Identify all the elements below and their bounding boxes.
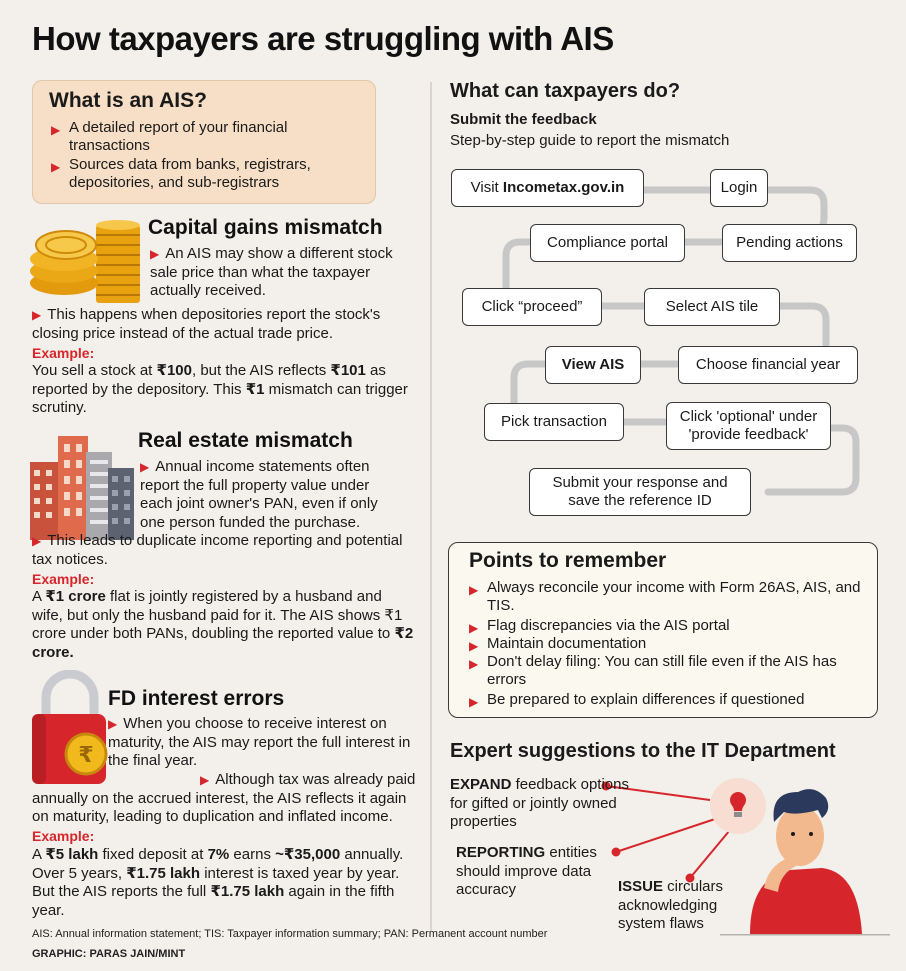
point-item: ▶ Maintain documentation: [469, 635, 647, 653]
step-choose-financial-year: Choose financial year: [678, 346, 858, 384]
triangle-bullet-icon: ▶: [51, 160, 61, 174]
triangle-bullet-icon: ▶: [469, 639, 479, 653]
real-estate-heading: Real estate mismatch: [138, 429, 353, 452]
fd-interest-heading: FD interest errors: [108, 687, 285, 710]
triangle-bullet-icon: ▶: [150, 247, 160, 261]
points-heading: Points to remember: [469, 549, 667, 572]
step-visit-site: Visit Incometax.gov.in: [451, 169, 644, 207]
triangle-bullet-icon: ▶: [200, 773, 210, 787]
graphic-credit: GRAPHIC: PARAS JAIN/MINT: [32, 948, 186, 960]
fd-interest-text-1: ▶ When you choose to receive interest on maturity, the AIS may report the full interest in the final year.: [108, 715, 411, 769]
fd-interest-text-2: ▶ Although tax was already paid annually on the accrued interest, the AIS reflects it again on maturity, leading to duplication and inflated income.: [32, 771, 416, 825]
step-submit-response: Submit your response and save the reference ID: [529, 468, 751, 516]
real-estate-example-label: Example:: [32, 571, 95, 587]
real-estate-example-text: A ₹1 crore flat is jointly registered by a husband and wife, but only the husband paid for it. The AIS shows ₹1 crore under both PANs, doubling the reported value to ₹2 crore.: [32, 588, 414, 661]
suggestion-reporting: REPORTING entities should improve data accuracy: [456, 844, 597, 898]
triangle-bullet-icon: ▶: [469, 621, 479, 635]
svg-text:₹: ₹: [78, 743, 94, 768]
triangle-bullet-icon: ▶: [51, 123, 61, 137]
ais-box-heading: What is an AIS?: [49, 89, 207, 112]
suggestion-issue: ISSUE circulars acknowledging system flaws: [618, 878, 724, 932]
capital-gains-heading: Capital gains mismatch: [148, 216, 383, 239]
page-title: How taxpayers are struggling with AIS: [32, 20, 614, 57]
triangle-bullet-icon: ▶: [32, 308, 42, 322]
padlock-icon: [30, 670, 112, 786]
fd-example-text: A ₹5 lakh fixed deposit at 7% earns ~₹35,000 annually. Over 5 years, ₹1.75 lakh interest is taxed year by year. But the AIS reports the full ₹1.75 lakh again in the fifth year.: [32, 846, 404, 919]
point-item: ▶ Always reconcile your income with Form 26AS, AIS, and TIS.: [469, 579, 861, 614]
real-estate-text-1: ▶ Annual income statements often report the full property value under each joint owner's PAN, even if only one person funded the purchase.: [140, 458, 378, 531]
capital-gains-text-1: ▶ An AIS may show a different stock sale price than what the taxpayer actually received.: [150, 245, 393, 299]
capital-example-label: Example:: [32, 345, 95, 361]
submit-feedback-subheading: Submit the feedback: [450, 111, 597, 128]
point-item: ▶ Flag discrepancies via the AIS portal: [469, 617, 730, 635]
step-click-optional: Click 'optional' under 'provide feedback': [666, 402, 831, 450]
point-item: ▶ Don't delay filing: You can still file even if the AIS has errors: [469, 653, 837, 688]
triangle-bullet-icon: ▶: [469, 583, 479, 597]
coins-icon: [26, 213, 146, 309]
ais-definition-box: [32, 80, 376, 204]
step-pending-actions: Pending actions: [722, 224, 857, 262]
capital-example-text: You sell a stock at ₹100, but the AIS reflects ₹101 as reported by the depository. This ₹1 mismatch can trigger scrutiny.: [32, 362, 408, 416]
what-can-taxpayers-do-heading: What can taxpayers do?: [450, 80, 681, 102]
step-guide-description: Step-by-step guide to report the mismatch: [450, 132, 730, 149]
column-divider: [430, 82, 432, 932]
point-item: ▶ Be prepared to explain differences if questioned: [469, 691, 805, 709]
points-to-remember-box: [448, 542, 878, 718]
step-compliance-portal: Compliance portal: [530, 224, 685, 262]
step-login: Login: [710, 169, 768, 207]
triangle-bullet-icon: ▶: [32, 534, 42, 548]
step-click-proceed: Click “proceed”: [462, 288, 602, 326]
fd-example-label: Example:: [32, 828, 95, 844]
triangle-bullet-icon: ▶: [140, 460, 150, 474]
suggestion-expand: EXPAND feedback options for gifted or jointly owned properties: [450, 776, 629, 830]
expert-suggestions-heading: Expert suggestions to the IT Department: [450, 740, 836, 762]
footnote: AIS: Annual information statement; TIS: Taxpayer information summary; PAN: Permanent account number: [32, 928, 548, 940]
triangle-bullet-icon: ▶: [469, 695, 479, 709]
capital-gains-text-2: ▶ This happens when depositories report the stock's closing price instead of the actual trade price.: [32, 306, 381, 342]
step-view-ais: View AIS: [545, 346, 641, 384]
ais-bullet-2: ▶ Sources data from banks, registrars, depositories, and sub-registrars: [51, 156, 311, 191]
flowchart-connectors: [440, 160, 906, 520]
step-pick-transaction: Pick transaction: [484, 403, 624, 441]
step-select-ais-tile: Select AIS tile: [644, 288, 780, 326]
real-estate-text-2: ▶ This leads to duplicate income reporting and potential tax notices.: [32, 532, 403, 568]
triangle-bullet-icon: ▶: [469, 657, 479, 671]
buildings-icon: [30, 432, 134, 540]
ais-bullet-1: ▶ A detailed report of your financial transactions: [51, 119, 288, 154]
triangle-bullet-icon: ▶: [108, 717, 118, 731]
